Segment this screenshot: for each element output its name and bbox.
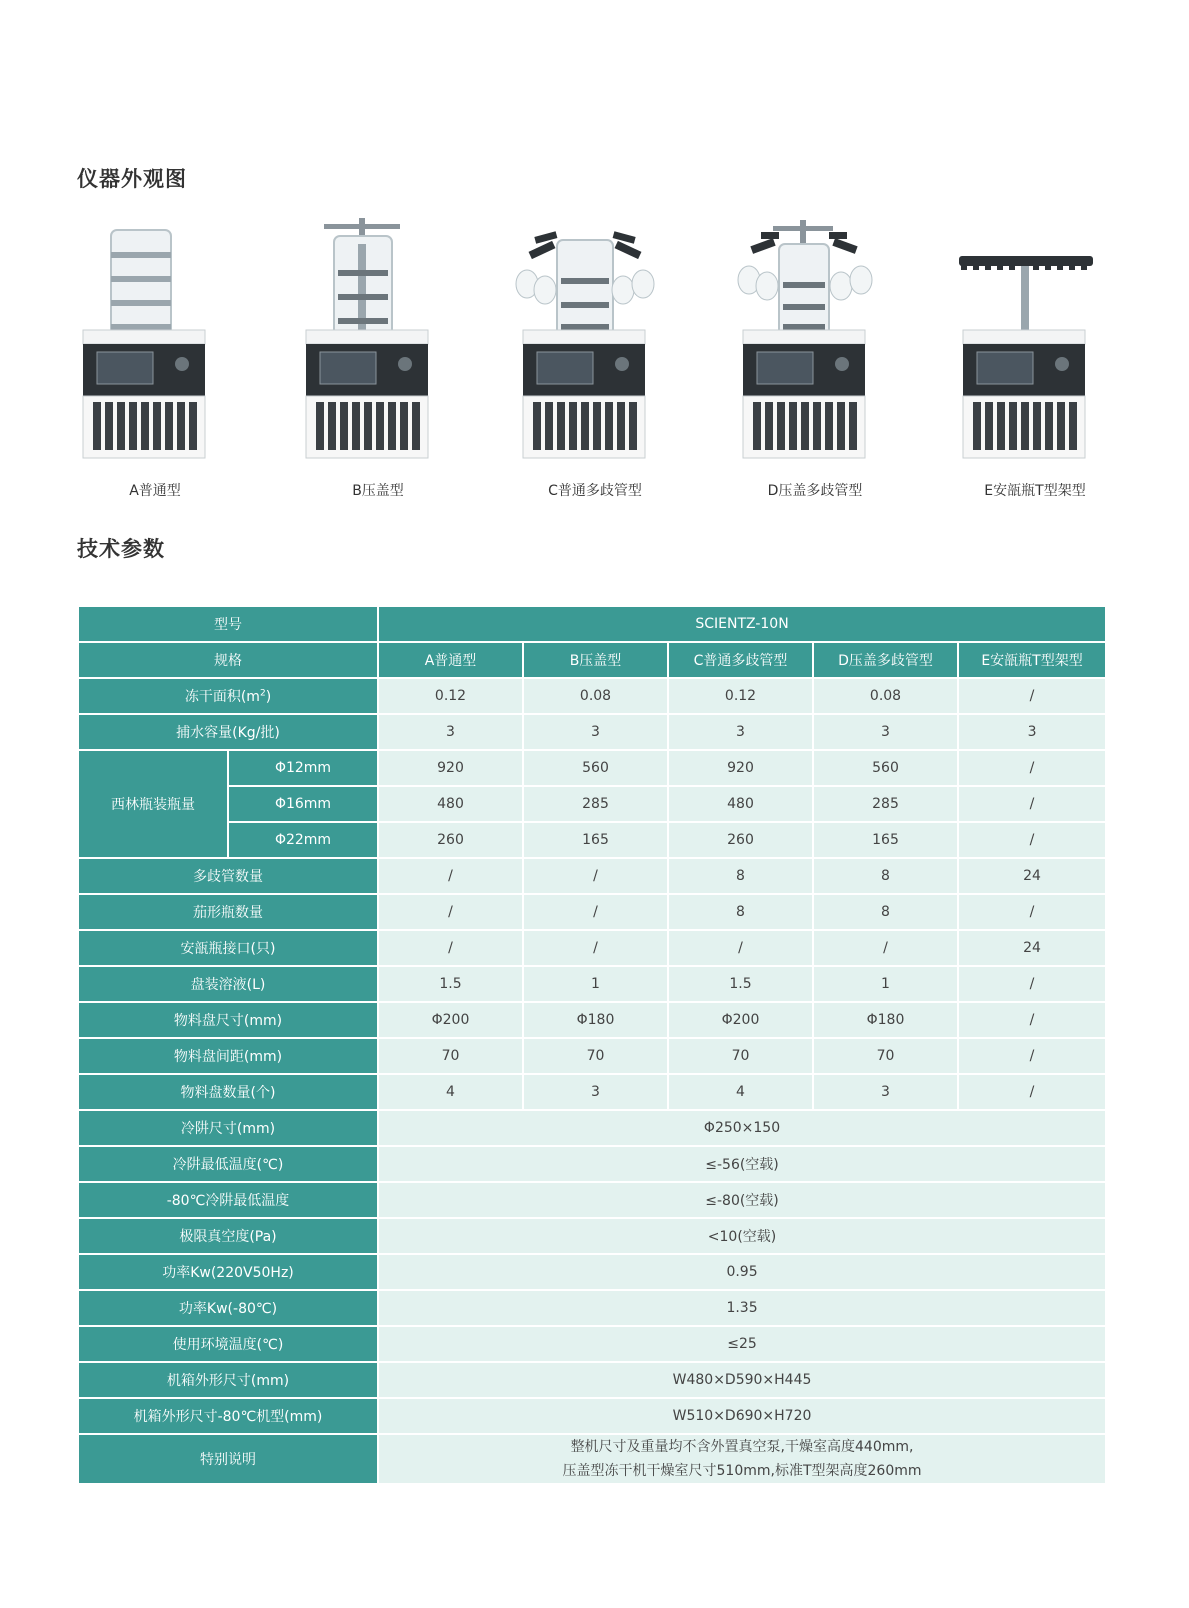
product-e [955,218,1115,508]
freeze-area-label [78,678,378,714]
row-label: 机箱外形尺寸(mm) [78,1362,378,1398]
type-header: E安瓿瓶T型架型 [958,642,1106,678]
product-b [298,218,458,508]
table-cell: 920 [378,750,523,786]
table-cell: / [523,858,668,894]
table-row-vial-12 [78,750,1106,786]
type-header: A普通型 [378,642,523,678]
vial-size-label: Φ12mm [228,750,378,786]
table-cell: 24 [958,858,1106,894]
table-row-model [78,606,1106,642]
appearance-title: 仪器外观图 [77,167,187,191]
table-cell: 480 [668,786,813,822]
table-cell: 70 [378,1038,523,1074]
table-cell: 1 [523,966,668,1002]
table-cell-span: ≤25 [378,1326,1106,1362]
product-a [75,218,235,508]
table-cell: 165 [813,822,958,858]
product-d-label: D压盖多歧管型 [767,483,863,499]
table-cell: / [958,1038,1106,1074]
row-label: 茄形瓶数量 [78,894,378,930]
table-row [78,1398,1106,1434]
table-cell: 260 [668,822,813,858]
table-row-water-capacity [78,714,1106,750]
chamber-cylinder [111,230,171,342]
type-header: D压盖多歧管型 [813,642,958,678]
table-cell: 24 [958,930,1106,966]
table-cell: 70 [668,1038,813,1074]
table-row-vial-22 [78,822,1106,858]
table-cell: / [958,966,1106,1002]
table-row [78,1182,1106,1218]
row-label: 机箱外形尺寸-80℃机型(mm) [78,1398,378,1434]
table-cell: / [668,930,813,966]
table-cell: 3 [523,1074,668,1110]
table-row [78,1326,1106,1362]
row-label: 冷阱最低温度(℃) [78,1146,378,1182]
spec-table [77,605,1107,1485]
table-cell: 3 [813,1074,958,1110]
table-cell: 560 [813,750,958,786]
product-d [735,218,895,508]
row-label: 安瓿瓶接口(只) [78,930,378,966]
table-cell: 8 [813,894,958,930]
table-cell: 560 [523,750,668,786]
table-row-vial-16 [78,786,1106,822]
table-cell: 3 [958,714,1106,750]
row-label: 物料盘数量(个) [78,1074,378,1110]
table-cell: / [958,1074,1106,1110]
table-cell: Φ200 [378,1002,523,1038]
row-label: 多歧管数量 [78,858,378,894]
table-row-note [78,1434,1106,1484]
table-row [78,1146,1106,1182]
freeze-area-label-text: 冻干面积(m [184,689,260,705]
product-a-label: A普通型 [129,483,181,499]
table-cell: 70 [813,1038,958,1074]
table-cell: 260 [378,822,523,858]
vial-size-label: Φ16mm [228,786,378,822]
note-line: 整机尺寸及重量均不含外置真空泵,干燥室高度440mm, [570,1439,914,1455]
water-capacity-label: 捕水容量(Kg/批) [78,714,378,750]
table-cell: 1 [813,966,958,1002]
row-label: -80℃冷阱最低温度 [78,1182,378,1218]
table-cell: 0.12 [668,678,813,714]
model-label: 型号 [78,606,378,642]
table-cell: Φ200 [668,1002,813,1038]
table-cell: / [958,750,1106,786]
table-row [78,966,1106,1002]
row-label: 使用环境温度(℃) [78,1326,378,1362]
vial-group-label: 西林瓶装瓶量 [78,750,228,858]
table-row-freeze-area [78,678,1106,714]
table-cell: 3 [378,714,523,750]
table-cell: 1.5 [378,966,523,1002]
table-row [78,1218,1106,1254]
row-label: 功率Kw(220V50Hz) [78,1254,378,1290]
note-text [378,1434,1106,1484]
table-cell: 0.08 [813,678,958,714]
table-cell: / [523,930,668,966]
table-row [78,1074,1106,1110]
table-cell: / [813,930,958,966]
table-cell: 8 [668,858,813,894]
table-cell: 480 [378,786,523,822]
table-cell: 8 [668,894,813,930]
table-row [78,1110,1106,1146]
table-cell-span: ≤-56(空载) [378,1146,1106,1182]
table-cell-span: <10(空载) [378,1218,1106,1254]
type-header: C普通多歧管型 [668,642,813,678]
freeze-dryer-e-image [955,218,1115,468]
table-row [78,1362,1106,1398]
table-cell: / [523,894,668,930]
spec-title: 技术参数 [77,537,165,561]
table-cell: Φ180 [523,1002,668,1038]
table-row [78,1290,1106,1326]
product-gallery [70,218,1110,508]
table-cell-span: 1.35 [378,1290,1106,1326]
table-cell: / [958,822,1106,858]
table-cell: 920 [668,750,813,786]
table-cell: / [378,858,523,894]
table-cell: 165 [523,822,668,858]
row-label: 物料盘间距(mm) [78,1038,378,1074]
table-cell-span: 0.95 [378,1254,1106,1290]
freeze-dryer-c-image [515,218,675,468]
row-label: 冷阱尺寸(mm) [78,1110,378,1146]
row-label: 极限真空度(Pa) [78,1218,378,1254]
table-row [78,858,1106,894]
freeze-dryer-a-image [75,218,235,468]
row-label: 物料盘尺寸(mm) [78,1002,378,1038]
table-cell: 1.5 [668,966,813,1002]
table-cell: / [958,894,1106,930]
table-cell-span: W480×D590×H445 [378,1362,1106,1398]
table-cell: 0.08 [523,678,668,714]
freeze-dryer-d-image [735,218,895,468]
table-cell: / [378,930,523,966]
freeze-dryer-b-image [298,218,458,468]
row-label: 盘装溶液(L) [78,966,378,1002]
table-cell: / [958,1002,1106,1038]
table-cell: 4 [668,1074,813,1110]
vial-size-label: Φ22mm [228,822,378,858]
table-row [78,894,1106,930]
table-cell: 3 [813,714,958,750]
table-row-spec [78,642,1106,678]
freeze-area-label-close: ) [265,689,272,705]
table-cell-span: W510×D690×H720 [378,1398,1106,1434]
table-row [78,1254,1106,1290]
table-cell: Φ180 [813,1002,958,1038]
table-row [78,1038,1106,1074]
product-e-label: E安瓿瓶T型架型 [984,483,1086,499]
product-c-label: C普通多歧管型 [548,483,642,499]
model-value: SCIENTZ-10N [378,606,1106,642]
product-c [515,218,675,508]
table-cell-span: ≤-80(空载) [378,1182,1106,1218]
table-cell: 0.12 [378,678,523,714]
table-row [78,1002,1106,1038]
type-header: B压盖型 [523,642,668,678]
note-line: 压盖型冻干机干燥室尺寸510mm,标准T型架高度260mm [562,1463,922,1479]
table-cell: / [958,786,1106,822]
product-b-label: B压盖型 [352,483,404,499]
table-cell: 3 [668,714,813,750]
freeze-area-sup: 2 [259,688,266,699]
table-cell-span: Φ250×150 [378,1110,1106,1146]
table-cell: 70 [523,1038,668,1074]
spec-label: 规格 [78,642,378,678]
table-cell: 4 [378,1074,523,1110]
table-row [78,930,1106,966]
row-label: 功率Kw(-80℃) [78,1290,378,1326]
table-cell: 285 [813,786,958,822]
note-label: 特别说明 [78,1434,378,1484]
table-cell: 285 [523,786,668,822]
table-cell: / [378,894,523,930]
table-cell: 3 [523,714,668,750]
table-cell: 8 [813,858,958,894]
table-cell: / [958,678,1106,714]
